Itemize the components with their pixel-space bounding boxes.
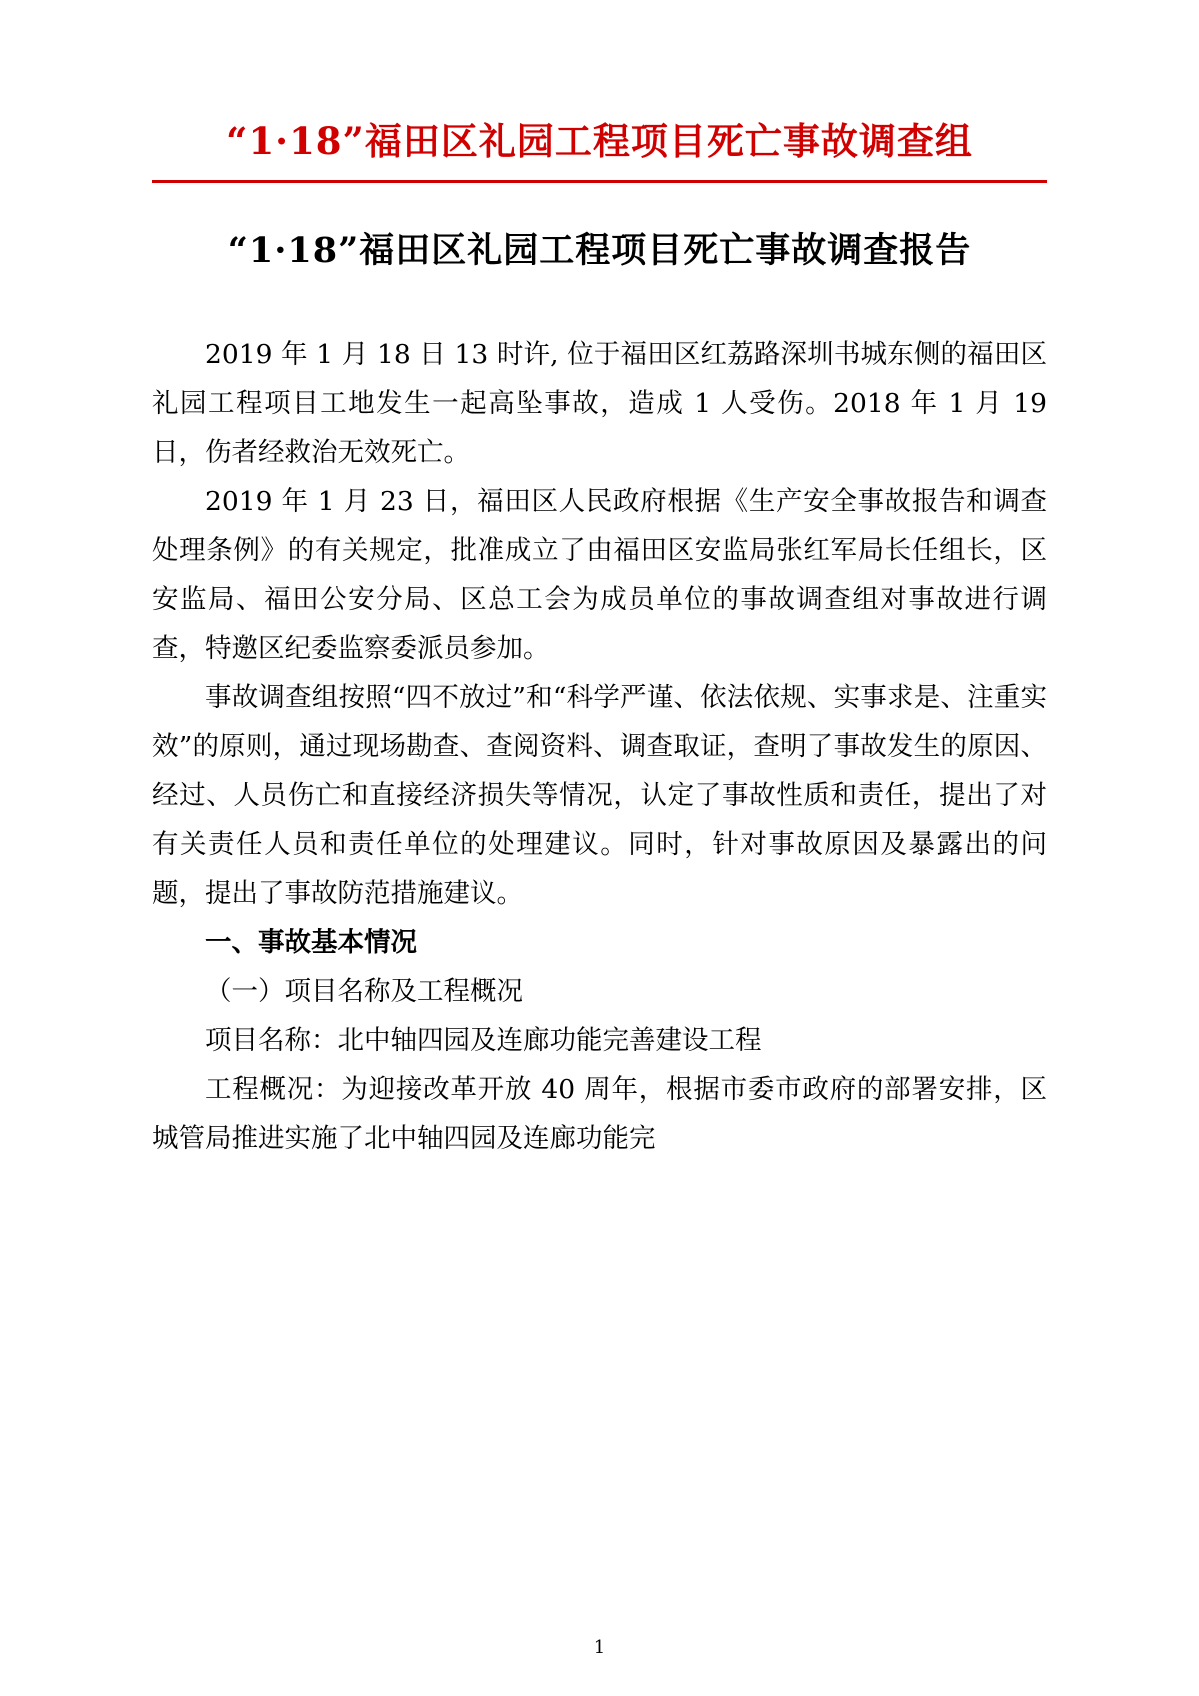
- header-divider: [152, 180, 1047, 183]
- subsection-heading-1: （一）项目名称及工程概况: [205, 975, 523, 1007]
- page-number: 1: [593, 1637, 606, 1658]
- paragraph-2: 2019 年 1 月 23 日，福田区人民政府根据《生产安全事故报告和调查处理条例》的有关规定，批准成立了由福田区安监局张红军局长任组长，区安监局、福田公安分局、区总工会为成员单位的事故调查组对事故进行调查，特邀区纪委监察委派员参加。: [152, 485, 1047, 664]
- paragraph-4: 项目名称：北中轴四园及连廊功能完善建设工程: [205, 1024, 762, 1056]
- paragraph-3: 事故调查组按照“四不放过”和“科学严谨、依法依规、实事求是、注重实效”的原则，通过现场勘查、查阅资料、调查取证，查明了事故发生的原因、经过、人员伤亡和直接经济损失等情况，认定了事故性质和责任，提出了对有关责任人员和责任单位的处理建议。同时，针对事故原因及暴露出的问题，提出了事故防范措施建议。: [152, 681, 1047, 909]
- paragraph-1: 2019 年 1 月 18 日 13 时许, 位于福田区红荔路深圳书城东侧的福田区礼园工程项目工地发生一起高坠事故，造成 1 人受伤。2018 年 1 月 19 日，伤者经救治无效死亡。: [152, 338, 1047, 468]
- document-header-banner: “1·18”福田区礼园工程项目死亡事故调查组: [226, 119, 973, 163]
- paragraph-5: 工程概况：为迎接改革开放 40 周年，根据市委市政府的部署安排，区城管局推进实施了北中轴四园及连廊功能完: [152, 1073, 1047, 1154]
- section-heading-1: 一、事故基本情况: [205, 926, 417, 958]
- document-title: “1·18”福田区礼园工程项目死亡事故调查报告: [227, 230, 972, 272]
- document-body: [152, 330, 1047, 1163]
